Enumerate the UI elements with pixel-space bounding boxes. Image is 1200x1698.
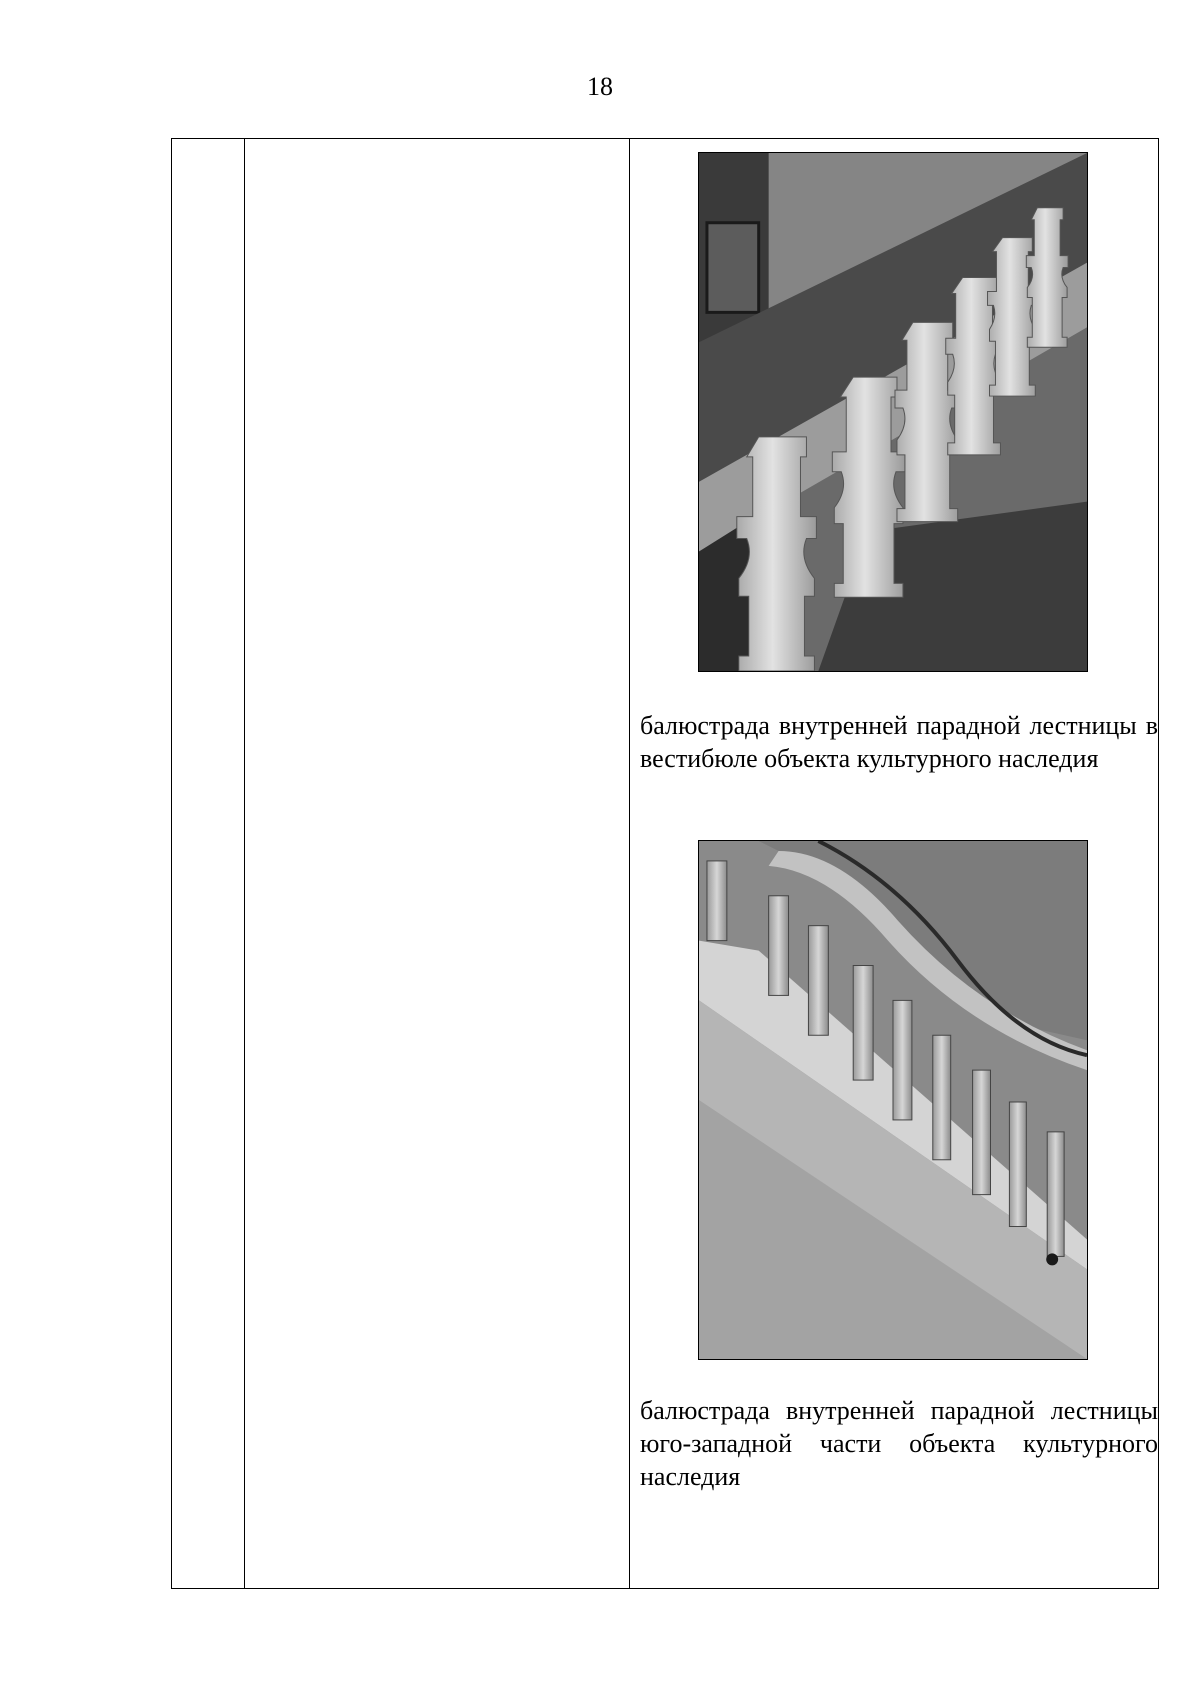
table-column-number xyxy=(172,139,245,1588)
balustrade-southwest-photo xyxy=(698,840,1088,1360)
balustrade-vestibule-photo xyxy=(698,152,1088,672)
table-column-description xyxy=(244,139,630,1588)
photo-caption: балюстрада внутренней парадной лестницы в вестибюле объекта культурного наследия xyxy=(640,711,1158,773)
photo-caption: балюстрада внутренней парадной лестницы юго-западной части объекта культурного наследия xyxy=(640,1396,1158,1491)
table-column-photos xyxy=(629,139,1158,1588)
page-number: 18 xyxy=(587,72,613,101)
document-table xyxy=(171,138,1159,1589)
